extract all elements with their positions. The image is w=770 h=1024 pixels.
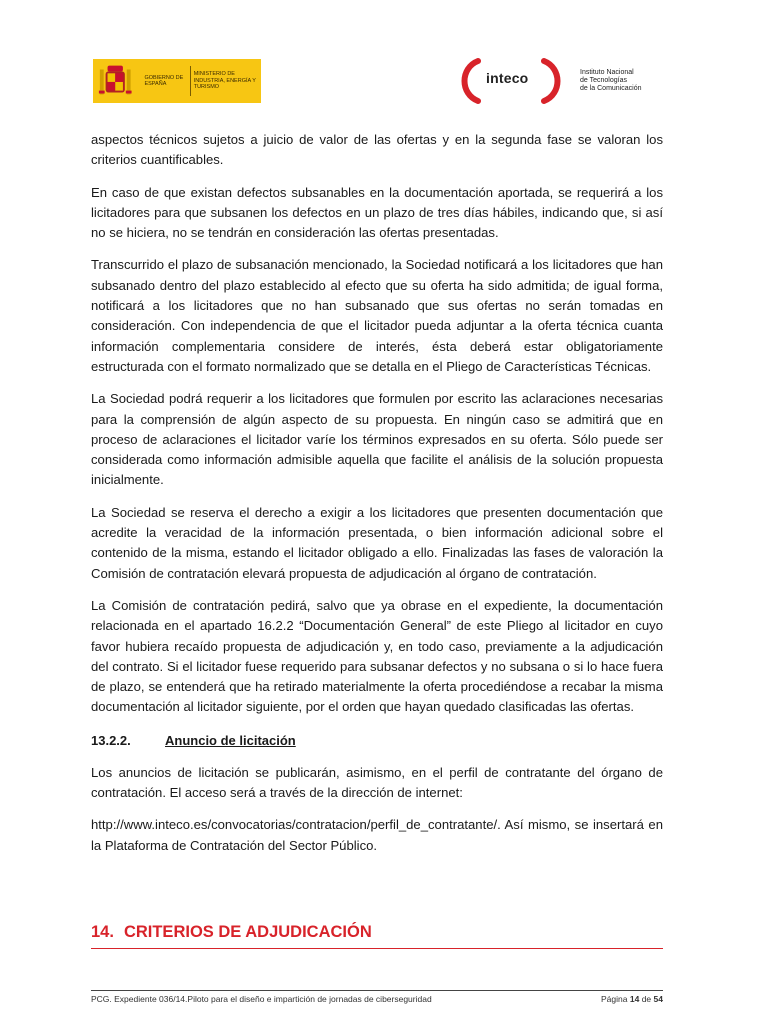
- institute-label: Instituto Nacional de Tecnologías de la Comunicación: [580, 69, 642, 92]
- subsection-heading: [91, 733, 663, 748]
- inteco-wordmark: inteco: [486, 70, 529, 86]
- government-label: GOBIERNO DE ESPAÑA: [144, 74, 184, 87]
- section-number: 14.: [91, 923, 114, 941]
- page-of-label: de: [641, 994, 652, 1004]
- government-logo: [93, 59, 261, 103]
- document-body: [91, 130, 663, 868]
- subsection-number: 13.2.2.: [91, 732, 131, 748]
- subsection-paragraph: Los anuncios de licitación se publicarán, asimismo, en el perfil de contratante del órgano de contratación. El acceso será a través de la dirección de internet:: [91, 764, 663, 801]
- inteco-right-arc-icon: [538, 58, 568, 104]
- inteco-logo: [454, 56, 654, 106]
- page-label: Página: [601, 994, 628, 1004]
- body-paragraph: aspectos técnicos sujetos a juicio de valor de las ofertas y en la segunda fase se valoran los criterios cuantificables.: [91, 132, 663, 168]
- body-paragraph: En caso de que existan defectos subsanables en la documentación aportada, se requerirá a los licitadores para que subsanen los defectos en un plazo de tres días hábiles, indicando que, si así no se hiciera, no se tendrán en consideración las ofertas presentadas.: [91, 184, 663, 241]
- body-paragraph: La Comisión de contratación pedirá, salvo que ya obrase en el expediente, la documentación relacionada en el apartado 16.2.2 “Documentación General” de este Pliego al licitador en cuyo favor hubiera recaído propuesta de adjudicación y, en todo caso, previamente a la adjudicación del contrato. Si el licitador fuese requerido para subsanar defectos y no subsana o si lo hace fuera de plazo, se entenderá que ha retirado materialmente la oferta procediéndose a recabar la misma documentación al licitador siguiente, por el orden que hayan quedado clasificadas las ofertas.: [91, 597, 663, 715]
- subsection-paragraph: http://www.inteco.es/convocatorias/contratacion/perfil_de_contratante/. Así mismo, se insertará en la Plataforma de Contratación del Sector Público.: [91, 817, 663, 853]
- page-total: 54: [653, 994, 663, 1004]
- subsection-title: Anuncio de licitación: [165, 732, 296, 748]
- section-heading: [91, 923, 663, 949]
- body-paragraph: Transcurrido el plazo de subsanación mencionado, la Sociedad notificará a los licitadores que han subsanado dentro del plazo establecido al efecto que su oferta ha sido admitida; de igual forma, notificará a los licitadores que no han subsanado que sus ofertas no serán tomadas en consideración. Con independencia de que el licitador pueda adjuntar a la oferta técnica cuanta información complementaria considere de interés, ésta deberá estar obligatoriamente estructurada con el formato normalizado que se detalla en el Pliego de Características Técnicas.: [91, 257, 663, 374]
- page-header: [0, 56, 770, 108]
- section-title: CRITERIOS DE ADJUDICACIÓN: [123, 923, 372, 941]
- footer-document-title: PCG. Expediente 036/14.Piloto para el diseño e impartición de jornadas de ciberseguridad: [91, 994, 432, 1004]
- ministry-label: MINISTERIO DE INDUSTRIA, ENERGÍA Y TURISMO: [193, 71, 256, 91]
- page-number: [601, 994, 663, 1004]
- inteco-left-arc-icon: [454, 58, 484, 104]
- body-paragraph: La Sociedad se reserva el derecho a exigir a los licitadores que presenten documentación que acredite la veracidad de la información presentada, o bien información adicional sobre el contenido de la misma, estando el licitador obligado a ello. Finalizadas las fases de valoración la Comisión de contratación elevará propuesta de adjudicación al órgano de contratación.: [91, 504, 663, 581]
- page-current: 14: [629, 994, 640, 1004]
- coat-of-arms-icon: [96, 61, 134, 101]
- body-paragraph: La Sociedad podrá requerir a los licitadores que formulen por escrito las aclaraciones necesarias para la comprensión de algún aspecto de su propuesta. En ningún caso se admitirá que en proceso de aclaraciones el licitador varíe los términos expresados en su oferta. Sólo puede ser considerada como información admisible aquella que facilite el análisis de la solución propuesta inicialmente.: [91, 391, 663, 488]
- logo-divider: [190, 66, 191, 96]
- page-footer: [91, 990, 663, 1004]
